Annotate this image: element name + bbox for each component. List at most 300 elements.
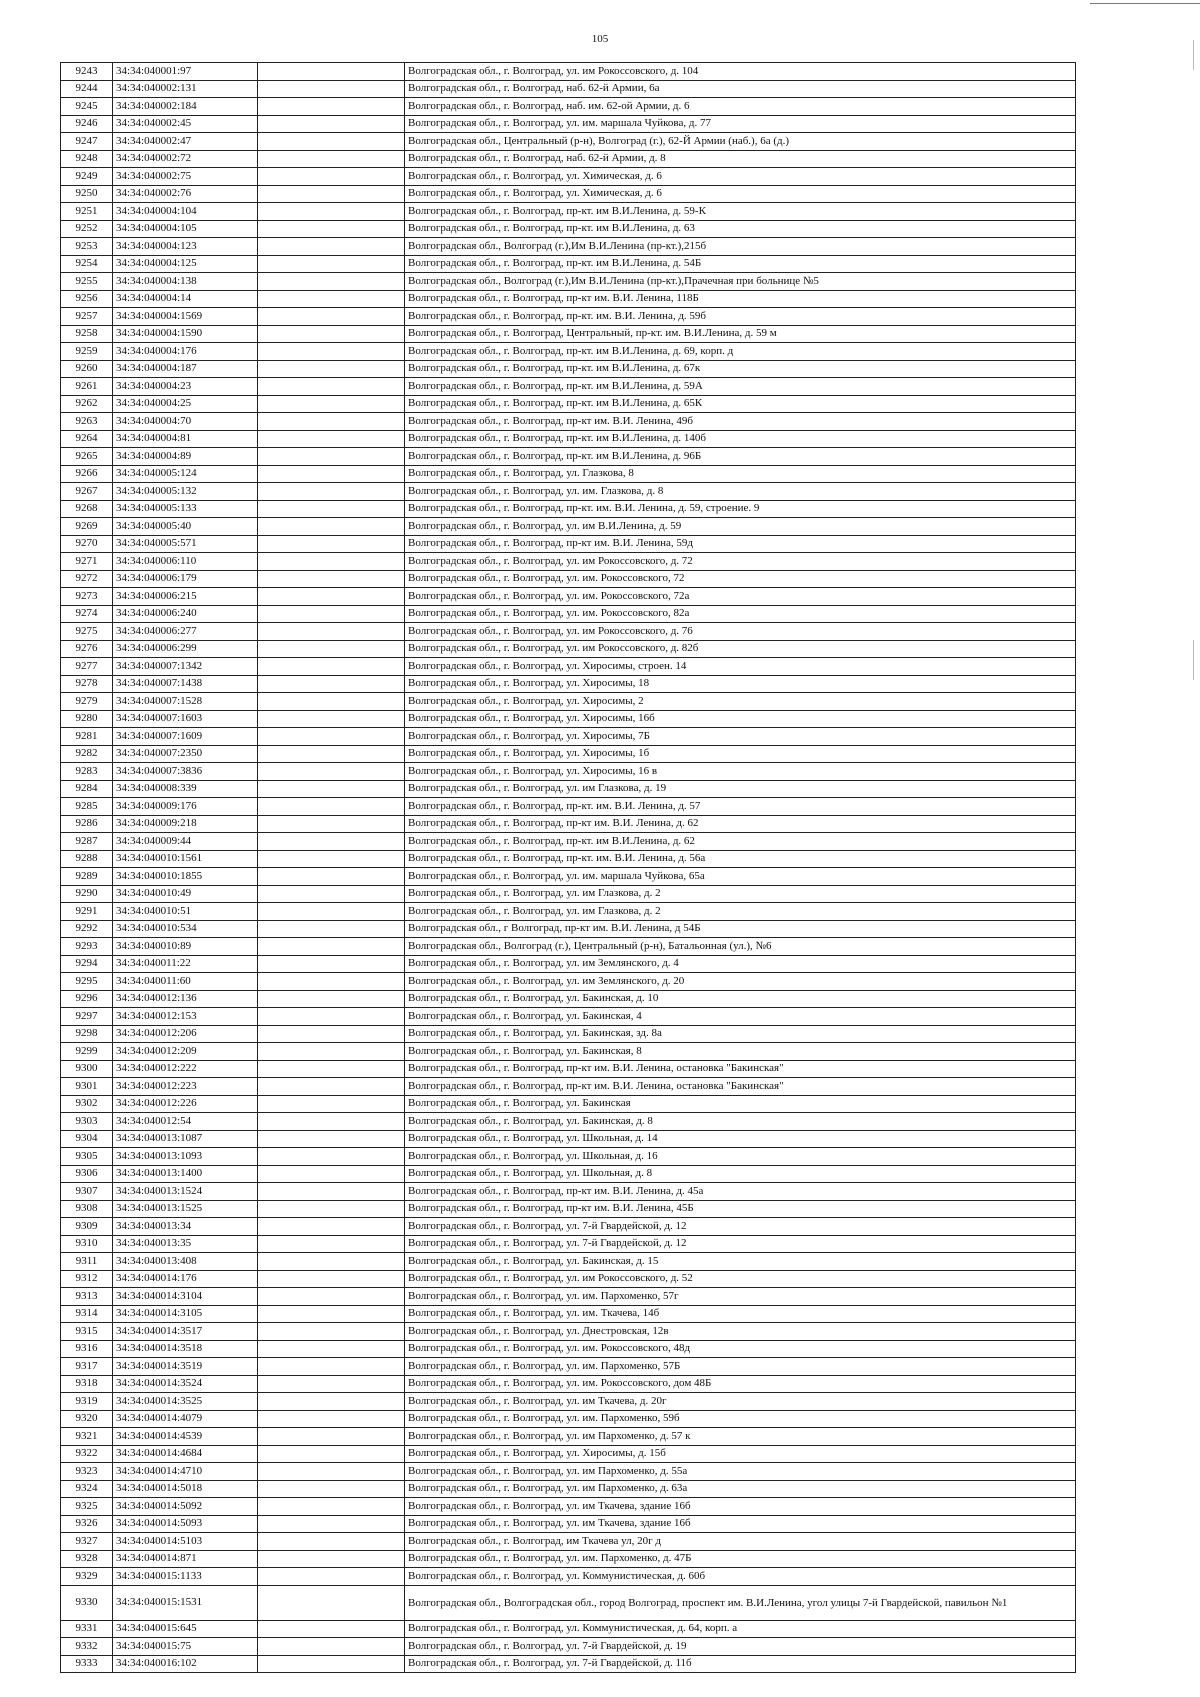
row-number: 9283 xyxy=(61,763,113,781)
cadastral-number: 34:34:040013:1524 xyxy=(113,1183,258,1201)
empty-cell xyxy=(258,63,405,81)
cadastral-number: 34:34:040007:1438 xyxy=(113,675,258,693)
table-row xyxy=(61,150,1076,168)
address: Волгоградская обл., г. Волгоград, пр-кт. им В.И.Ленина, д. 62 xyxy=(405,833,1076,851)
address: Волгоградская обл., г. Волгоград, ул. им Рокоссовского, д. 76 xyxy=(405,623,1076,641)
table-row xyxy=(61,623,1076,641)
row-number: 9248 xyxy=(61,150,113,168)
table-row xyxy=(61,1008,1076,1026)
cadastral-number: 34:34:040014:3105 xyxy=(113,1305,258,1323)
scan-edge-line xyxy=(1090,3,1200,4)
table-row xyxy=(61,238,1076,256)
row-number: 9282 xyxy=(61,745,113,763)
row-number: 9254 xyxy=(61,255,113,273)
address: Волгоградская обл., г. Волгоград, ул. 7-й Гвардейской, д. 11б xyxy=(405,1655,1076,1673)
table-row xyxy=(61,98,1076,116)
address: Волгоградская обл., г. Волгоград, ул. им. Глазкова, д. 8 xyxy=(405,483,1076,501)
address: Волгоградская обл., г. Волгоград, пр-кт. им В.И.Ленина, д. 63 xyxy=(405,220,1076,238)
address: Волгоградская обл., г. Волгоград, ул. им. Рокоссовского, 72а xyxy=(405,588,1076,606)
address: Волгоградская обл., г. Волгоград, ул. Хиросимы, 7Б xyxy=(405,728,1076,746)
table-row xyxy=(61,168,1076,186)
registry-table xyxy=(60,62,1076,1673)
empty-cell xyxy=(258,1515,405,1533)
table-row xyxy=(61,763,1076,781)
cadastral-number: 34:34:040008:339 xyxy=(113,780,258,798)
table-row xyxy=(61,658,1076,676)
cadastral-number: 34:34:040013:1400 xyxy=(113,1165,258,1183)
empty-cell xyxy=(258,535,405,553)
address: Волгоградская обл., г. Волгоград, ул. Хиросимы, 2 xyxy=(405,693,1076,711)
empty-cell xyxy=(258,343,405,361)
address: Волгоградская обл., г Волгоград, пр-кт им. В.И. Ленина, д 54Б xyxy=(405,920,1076,938)
empty-cell xyxy=(258,413,405,431)
row-number: 9333 xyxy=(61,1655,113,1673)
empty-cell xyxy=(258,675,405,693)
row-number: 9324 xyxy=(61,1480,113,1498)
table-row xyxy=(61,1410,1076,1428)
address: Волгоградская обл., г. Волгоград, ул. им Ткачева, здание 16б xyxy=(405,1498,1076,1516)
empty-cell xyxy=(258,1638,405,1656)
address: Волгоградская обл., г. Волгоград, пр-кт. им В.И.Ленина, д. 140б xyxy=(405,430,1076,448)
empty-cell xyxy=(258,1148,405,1166)
cadastral-number: 34:34:040014:5018 xyxy=(113,1480,258,1498)
row-number: 9292 xyxy=(61,920,113,938)
cadastral-number: 34:34:040012:226 xyxy=(113,1095,258,1113)
address: Волгоградская обл., г. Волгоград, ул. Бакинская xyxy=(405,1095,1076,1113)
table-row xyxy=(61,1095,1076,1113)
address: Волгоградская обл., Волгоград (г.),Им В.И.Ленина (пр-кт.),215б xyxy=(405,238,1076,256)
cadastral-number: 34:34:040012:223 xyxy=(113,1078,258,1096)
empty-cell xyxy=(258,1253,405,1271)
address: Волгоградская обл., г. Волгоград, ул. Хиросимы, 1б xyxy=(405,745,1076,763)
row-number: 9327 xyxy=(61,1533,113,1551)
table-row xyxy=(61,868,1076,886)
empty-cell xyxy=(258,1550,405,1568)
address: Волгоградская обл., г. Волгоград, пр-кт им. В.И. Ленина, 118Б xyxy=(405,290,1076,308)
empty-cell xyxy=(258,903,405,921)
empty-cell xyxy=(258,1393,405,1411)
row-number: 9251 xyxy=(61,203,113,221)
address: Волгоградская обл., г. Волгоград, ул. им. маршала Чуйкова, 65а xyxy=(405,868,1076,886)
row-number: 9326 xyxy=(61,1515,113,1533)
table-row xyxy=(61,1498,1076,1516)
address: Волгоградская обл., г. Волгоград, ул. им Глазкова, д. 2 xyxy=(405,903,1076,921)
row-number: 9266 xyxy=(61,465,113,483)
empty-cell xyxy=(258,1410,405,1428)
empty-cell xyxy=(258,185,405,203)
table-row xyxy=(61,1428,1076,1446)
address: Волгоградская обл., г. Волгоград, ул. им В.И.Ленина, д. 59 xyxy=(405,518,1076,536)
row-number: 9257 xyxy=(61,308,113,326)
empty-cell xyxy=(258,1445,405,1463)
address: Волгоградская обл., г. Волгоград, ул. им Рокоссовского, д. 72 xyxy=(405,553,1076,571)
table-row xyxy=(61,570,1076,588)
table-row xyxy=(61,115,1076,133)
cadastral-number: 34:34:040014:5093 xyxy=(113,1515,258,1533)
row-number: 9315 xyxy=(61,1323,113,1341)
empty-cell xyxy=(258,255,405,273)
cadastral-number: 34:34:040014:3517 xyxy=(113,1323,258,1341)
empty-cell xyxy=(258,1095,405,1113)
cadastral-number: 34:34:040004:23 xyxy=(113,378,258,396)
empty-cell xyxy=(258,1480,405,1498)
empty-cell xyxy=(258,1113,405,1131)
table-row xyxy=(61,815,1076,833)
table-row xyxy=(61,535,1076,553)
empty-cell xyxy=(258,395,405,413)
table-row xyxy=(61,518,1076,536)
row-number: 9306 xyxy=(61,1165,113,1183)
table-row xyxy=(61,1200,1076,1218)
table-row xyxy=(61,605,1076,623)
row-number: 9305 xyxy=(61,1148,113,1166)
cadastral-number: 34:34:040004:1590 xyxy=(113,325,258,343)
cadastral-number: 34:34:040004:81 xyxy=(113,430,258,448)
table-row xyxy=(61,1638,1076,1656)
page-number: 105 xyxy=(591,33,609,45)
empty-cell xyxy=(258,1498,405,1516)
cadastral-number: 34:34:040015:75 xyxy=(113,1638,258,1656)
row-number: 9255 xyxy=(61,273,113,291)
empty-cell xyxy=(258,220,405,238)
empty-cell xyxy=(258,203,405,221)
table-row xyxy=(61,1655,1076,1673)
cadastral-number: 34:34:040014:5103 xyxy=(113,1533,258,1551)
row-number: 9278 xyxy=(61,675,113,693)
empty-cell xyxy=(258,1620,405,1638)
address: Волгоградская обл., г. Волгоград, ул. Глазкова, 8 xyxy=(405,465,1076,483)
address: Волгоградская обл., г. Волгоград, наб. им. 62-ой Армии, д. 6 xyxy=(405,98,1076,116)
address: Волгоградская обл., г. Волгоград, пр-кт. им. В.И. Ленина, д. 59б xyxy=(405,308,1076,326)
address: Волгоградская обл., г. Волгоград, ул. Коммунистическая, д. 64, корп. а xyxy=(405,1620,1076,1638)
table-row xyxy=(61,185,1076,203)
table-row xyxy=(61,448,1076,466)
cadastral-number: 34:34:040012:206 xyxy=(113,1025,258,1043)
table-row xyxy=(61,1130,1076,1148)
row-number: 9301 xyxy=(61,1078,113,1096)
cadastral-number: 34:34:040005:132 xyxy=(113,483,258,501)
address: Волгоградская обл., г. Волгоград, пр-кт им. В.И. Ленина, 59д xyxy=(405,535,1076,553)
table-row xyxy=(61,973,1076,991)
address: Волгоградская обл., г. Волгоград, ул. Хиросимы, 18 xyxy=(405,675,1076,693)
address: Волгоградская обл., г. Волгоград, ул. Школьная, д. 8 xyxy=(405,1165,1076,1183)
table-row xyxy=(61,955,1076,973)
address: Волгоградская обл., г. Волгоград, ул. им Землянского, д. 4 xyxy=(405,955,1076,973)
empty-cell xyxy=(258,290,405,308)
row-number: 9265 xyxy=(61,448,113,466)
empty-cell xyxy=(258,1060,405,1078)
address: Волгоградская обл., г. Волгоград, ул. им Пархоменко, д. 57 к xyxy=(405,1428,1076,1446)
row-number: 9330 xyxy=(61,1585,113,1620)
cadastral-number: 34:34:040013:408 xyxy=(113,1253,258,1271)
row-number: 9300 xyxy=(61,1060,113,1078)
table-row xyxy=(61,1340,1076,1358)
cadastral-number: 34:34:040001:97 xyxy=(113,63,258,81)
row-number: 9332 xyxy=(61,1638,113,1656)
table-row xyxy=(61,798,1076,816)
row-number: 9291 xyxy=(61,903,113,921)
row-number: 9323 xyxy=(61,1463,113,1481)
cadastral-number: 34:34:040004:70 xyxy=(113,413,258,431)
row-number: 9331 xyxy=(61,1620,113,1638)
row-number: 9321 xyxy=(61,1428,113,1446)
table-row xyxy=(61,1305,1076,1323)
cadastral-number: 34:34:040002:72 xyxy=(113,150,258,168)
cadastral-number: 34:34:040005:133 xyxy=(113,500,258,518)
empty-cell xyxy=(258,1533,405,1551)
cadastral-number: 34:34:040004:187 xyxy=(113,360,258,378)
address: Волгоградская обл., г. Волгоград, ул. им Глазкова, д. 2 xyxy=(405,885,1076,903)
cadastral-number: 34:34:040013:1093 xyxy=(113,1148,258,1166)
table-row xyxy=(61,465,1076,483)
table-row xyxy=(61,325,1076,343)
address: Волгоградская обл., г. Волгоград, Центральный, пр-кт. им. В.И.Ленина, д. 59 м xyxy=(405,325,1076,343)
table-row xyxy=(61,990,1076,1008)
row-number: 9277 xyxy=(61,658,113,676)
address: Волгоградская обл., г. Волгоград, пр-кт. им. В.И. Ленина, д. 56а xyxy=(405,850,1076,868)
table-row xyxy=(61,360,1076,378)
table-row xyxy=(61,133,1076,151)
empty-cell xyxy=(258,1305,405,1323)
table-row xyxy=(61,1025,1076,1043)
address: Волгоградская обл., г. Волгоград, пр-кт. им В.И.Ленина, д. 54Б xyxy=(405,255,1076,273)
table-row xyxy=(61,1113,1076,1131)
address: Волгоградская обл., г. Волгоград, ул. Бакинская, д. 15 xyxy=(405,1253,1076,1271)
row-number: 9256 xyxy=(61,290,113,308)
address: Волгоградская обл., Волгоградская обл., город Волгоград, проспект им. В.И.Ленина, угол улицы 7-й Гвардейской, павильон №1 xyxy=(405,1585,1076,1620)
table-row xyxy=(61,80,1076,98)
row-number: 9293 xyxy=(61,938,113,956)
table-row xyxy=(61,1568,1076,1586)
cadastral-number: 34:34:040004:138 xyxy=(113,273,258,291)
empty-cell xyxy=(258,868,405,886)
address: Волгоградская обл., Волгоград (г.), Центральный (р-н), Батальонная (ул.), №6 xyxy=(405,938,1076,956)
cadastral-number: 34:34:040004:176 xyxy=(113,343,258,361)
address: Волгоградская обл., г. Волгоград, ул. 7-й Гвардейской, д. 19 xyxy=(405,1638,1076,1656)
table-row xyxy=(61,1393,1076,1411)
table-row xyxy=(61,500,1076,518)
address: Волгоградская обл., г. Волгоград, ул. Бакинская, 8 xyxy=(405,1043,1076,1061)
cadastral-number: 34:34:040013:34 xyxy=(113,1218,258,1236)
row-number: 9297 xyxy=(61,1008,113,1026)
address: Волгоградская обл., г. Волгоград, ул. Хиросимы, 16б xyxy=(405,710,1076,728)
address: Волгоградская обл., г. Волгоград, им Ткачева ул, 20г д xyxy=(405,1533,1076,1551)
row-number: 9313 xyxy=(61,1288,113,1306)
row-number: 9299 xyxy=(61,1043,113,1061)
cadastral-number: 34:34:040011:22 xyxy=(113,955,258,973)
row-number: 9279 xyxy=(61,693,113,711)
empty-cell xyxy=(258,1358,405,1376)
address: Волгоградская обл., г. Волгоград, ул. Днестровская, 12в xyxy=(405,1323,1076,1341)
address: Волгоградская обл., г. Волгоград, ул. им. Пархоменко, 59б xyxy=(405,1410,1076,1428)
cadastral-number: 34:34:040012:209 xyxy=(113,1043,258,1061)
cadastral-number: 34:34:040011:60 xyxy=(113,973,258,991)
address: Волгоградская обл., г. Волгоград, пр-кт. им В.И.Ленина, д. 65К xyxy=(405,395,1076,413)
cadastral-number: 34:34:040014:176 xyxy=(113,1270,258,1288)
cadastral-number: 34:34:040004:104 xyxy=(113,203,258,221)
row-number: 9298 xyxy=(61,1025,113,1043)
table-row xyxy=(61,693,1076,711)
row-number: 9250 xyxy=(61,185,113,203)
table-row xyxy=(61,1550,1076,1568)
empty-cell xyxy=(258,500,405,518)
row-number: 9290 xyxy=(61,885,113,903)
empty-cell xyxy=(258,1655,405,1673)
row-number: 9318 xyxy=(61,1375,113,1393)
address: Волгоградская обл., г. Волгоград, ул. Коммунистическая, д. 60б xyxy=(405,1568,1076,1586)
table-row xyxy=(61,1533,1076,1551)
cadastral-number: 34:34:040006:277 xyxy=(113,623,258,641)
cadastral-number: 34:34:040014:3104 xyxy=(113,1288,258,1306)
empty-cell xyxy=(258,605,405,623)
cadastral-number: 34:34:040005:571 xyxy=(113,535,258,553)
address: Волгоградская обл., г. Волгоград, ул. Хиросимы, 16 в xyxy=(405,763,1076,781)
row-number: 9252 xyxy=(61,220,113,238)
empty-cell xyxy=(258,308,405,326)
table-row xyxy=(61,343,1076,361)
empty-cell xyxy=(258,465,405,483)
row-number: 9296 xyxy=(61,990,113,1008)
cadastral-number: 34:34:040015:1531 xyxy=(113,1585,258,1620)
table-row xyxy=(61,255,1076,273)
address: Волгоградская обл., г. Волгоград, пр-кт. им В.И.Ленина, д. 59А xyxy=(405,378,1076,396)
row-number: 9259 xyxy=(61,343,113,361)
address: Волгоградская обл., г. Волгоград, ул. им. Ткачева, 14б xyxy=(405,1305,1076,1323)
cadastral-number: 34:34:040014:4539 xyxy=(113,1428,258,1446)
table-row xyxy=(61,1218,1076,1236)
empty-cell xyxy=(258,273,405,291)
cadastral-number: 34:34:040014:3524 xyxy=(113,1375,258,1393)
table-row xyxy=(61,273,1076,291)
cadastral-number: 34:34:040009:176 xyxy=(113,798,258,816)
row-number: 9276 xyxy=(61,640,113,658)
cadastral-number: 34:34:040015:1133 xyxy=(113,1568,258,1586)
row-number: 9289 xyxy=(61,868,113,886)
address: Волгоградская обл., г. Волгоград, ул. 7-й Гвардейской, д. 12 xyxy=(405,1235,1076,1253)
cadastral-number: 34:34:040016:102 xyxy=(113,1655,258,1673)
cadastral-number: 34:34:040006:179 xyxy=(113,570,258,588)
table-row xyxy=(61,1288,1076,1306)
table-row xyxy=(61,1585,1076,1620)
address: Волгоградская обл., г. Волгоград, ул. Школьная, д. 14 xyxy=(405,1130,1076,1148)
empty-cell xyxy=(258,150,405,168)
cadastral-number: 34:34:040007:3836 xyxy=(113,763,258,781)
empty-cell xyxy=(258,1008,405,1026)
address: Волгоградская обл., г. Волгоград, пр-кт. им В.И.Ленина, д. 59-К xyxy=(405,203,1076,221)
cadastral-number: 34:34:040010:51 xyxy=(113,903,258,921)
row-number: 9270 xyxy=(61,535,113,553)
cadastral-number: 34:34:040014:3519 xyxy=(113,1358,258,1376)
cadastral-number: 34:34:040002:131 xyxy=(113,80,258,98)
empty-cell xyxy=(258,1078,405,1096)
cadastral-number: 34:34:040010:534 xyxy=(113,920,258,938)
cadastral-number: 34:34:040005:124 xyxy=(113,465,258,483)
address: Волгоградская обл., Волгоград (г.),Им В.И.Ленина (пр-кт.),Прачечная при больнице №5 xyxy=(405,273,1076,291)
empty-cell xyxy=(258,588,405,606)
empty-cell xyxy=(258,1568,405,1586)
cadastral-number: 34:34:040014:4079 xyxy=(113,1410,258,1428)
address: Волгоградская обл., г. Волгоград, ул. им Рокоссовского, д. 104 xyxy=(405,63,1076,81)
empty-cell xyxy=(258,1270,405,1288)
empty-cell xyxy=(258,1323,405,1341)
row-number: 9273 xyxy=(61,588,113,606)
row-number: 9328 xyxy=(61,1550,113,1568)
row-number: 9268 xyxy=(61,500,113,518)
cadastral-number: 34:34:040010:1855 xyxy=(113,868,258,886)
empty-cell xyxy=(258,1340,405,1358)
table-row xyxy=(61,850,1076,868)
row-number: 9325 xyxy=(61,1498,113,1516)
empty-cell xyxy=(258,815,405,833)
empty-cell xyxy=(258,640,405,658)
cadastral-number: 34:34:040014:4710 xyxy=(113,1463,258,1481)
address: Волгоградская обл., г. Волгоград, ул. им Пархоменко, д. 55а xyxy=(405,1463,1076,1481)
empty-cell xyxy=(258,553,405,571)
cadastral-number: 34:34:040006:215 xyxy=(113,588,258,606)
table-row xyxy=(61,885,1076,903)
address: Волгоградская обл., г. Волгоград, ул. Школьная, д. 16 xyxy=(405,1148,1076,1166)
cadastral-number: 34:34:040013:1525 xyxy=(113,1200,258,1218)
row-number: 9253 xyxy=(61,238,113,256)
empty-cell xyxy=(258,798,405,816)
address: Волгоградская обл., г. Волгоград, пр-кт им. В.И. Ленина, д. 62 xyxy=(405,815,1076,833)
cadastral-number: 34:34:040006:299 xyxy=(113,640,258,658)
address: Волгоградская обл., г. Волгоград, пр-кт им. В.И. Ленина, остановка "Бакинская" xyxy=(405,1060,1076,1078)
cadastral-number: 34:34:040002:184 xyxy=(113,98,258,116)
empty-cell xyxy=(258,745,405,763)
table-row xyxy=(61,780,1076,798)
address: Волгоградская обл., г. Волгоград, ул. Хиросимы, строен. 14 xyxy=(405,658,1076,676)
address: Волгоградская обл., г. Волгоград, ул. Химическая, д. 6 xyxy=(405,168,1076,186)
row-number: 9272 xyxy=(61,570,113,588)
cadastral-number: 34:34:040002:76 xyxy=(113,185,258,203)
empty-cell xyxy=(258,728,405,746)
empty-cell xyxy=(258,955,405,973)
address: Волгоградская обл., г. Волгоград, ул. Бакинская, 4 xyxy=(405,1008,1076,1026)
cadastral-number: 34:34:040002:75 xyxy=(113,168,258,186)
table-row xyxy=(61,1323,1076,1341)
address: Волгоградская обл., г. Волгоград, пр-кт. им В.И.Ленина, д. 96Б xyxy=(405,448,1076,466)
empty-cell xyxy=(258,1165,405,1183)
cadastral-number: 34:34:040010:49 xyxy=(113,885,258,903)
table-row xyxy=(61,1620,1076,1638)
cadastral-number: 34:34:040005:40 xyxy=(113,518,258,536)
table-row xyxy=(61,903,1076,921)
table-row xyxy=(61,1148,1076,1166)
empty-cell xyxy=(258,448,405,466)
row-number: 9309 xyxy=(61,1218,113,1236)
cadastral-number: 34:34:040007:1609 xyxy=(113,728,258,746)
address: Волгоградская обл., г. Волгоград, пр-кт им. В.И. Ленина, д. 45а xyxy=(405,1183,1076,1201)
table-row xyxy=(61,1060,1076,1078)
address: Волгоградская обл., г. Волгоград, пр-кт им. В.И. Ленина, 49б xyxy=(405,413,1076,431)
row-number: 9294 xyxy=(61,955,113,973)
cadastral-number: 34:34:040004:25 xyxy=(113,395,258,413)
row-number: 9312 xyxy=(61,1270,113,1288)
row-number: 9269 xyxy=(61,518,113,536)
address: Волгоградская обл., г. Волгоград, ул. им. Рокоссовского, дом 48Б xyxy=(405,1375,1076,1393)
empty-cell xyxy=(258,850,405,868)
address: Волгоградская обл., г. Волгоград, ул. им Рокоссовского, д. 82б xyxy=(405,640,1076,658)
empty-cell xyxy=(258,938,405,956)
row-number: 9286 xyxy=(61,815,113,833)
row-number: 9261 xyxy=(61,378,113,396)
row-number: 9310 xyxy=(61,1235,113,1253)
empty-cell xyxy=(258,80,405,98)
table-row xyxy=(61,920,1076,938)
empty-cell xyxy=(258,1375,405,1393)
row-number: 9319 xyxy=(61,1393,113,1411)
